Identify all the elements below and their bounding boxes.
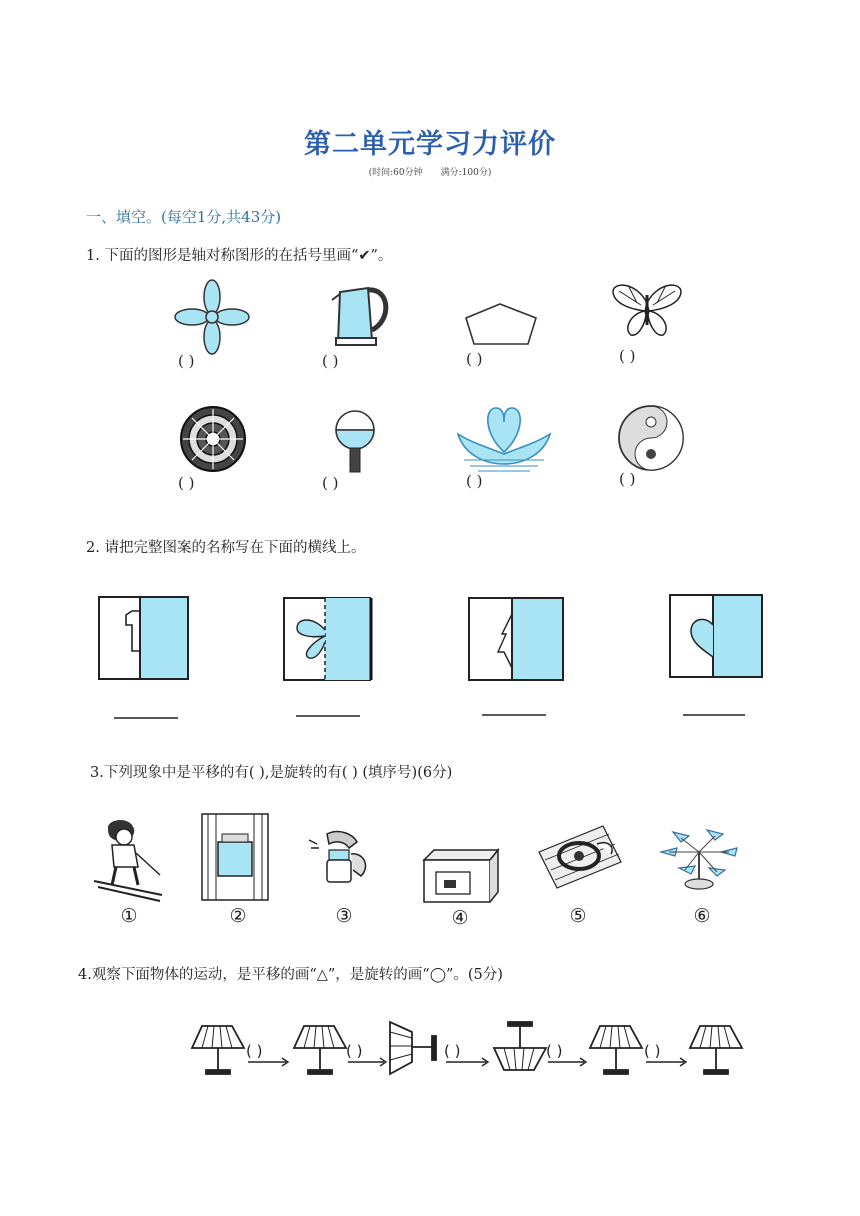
answer-paren-q4-4: ( ) [546, 1042, 563, 1060]
question-2: 2. 请把完整图案的名称写在下面的横线上。 [86, 540, 366, 556]
answer-paren-3[interactable]: ( ) [466, 350, 483, 368]
ping-pong-paddle-icon [330, 404, 380, 474]
answer-paren-6[interactable]: ( ) [322, 474, 339, 492]
drawer-icon [420, 846, 500, 906]
steering-wheel-icon [533, 822, 623, 892]
lamp-upside-down-icon [494, 1022, 546, 1070]
lamp-icon [192, 1026, 244, 1074]
answer-line-3[interactable] [482, 713, 552, 717]
yin-yang-icon [616, 403, 686, 473]
mandala-icon [178, 404, 248, 474]
half-heart-card [669, 593, 763, 679]
answer-paren-q4-2: ( ) [346, 1042, 363, 1060]
lamp-sideways-icon [390, 1022, 436, 1074]
answer-paren-q4-3: ( ) [444, 1042, 461, 1060]
question-3: 3.下列现象中是平移的有( ),是旋转的有( ) (填序号)(6分) [90, 765, 453, 781]
time-limit: (时间:60分钟 [368, 168, 423, 178]
butterfly-icon [607, 281, 687, 341]
item-label-3: ③ [335, 905, 353, 927]
item-label-6: ⑥ [693, 905, 711, 927]
carousel-planes-icon [655, 822, 745, 892]
swan-pair-icon [454, 404, 554, 474]
pentagon-icon [462, 300, 542, 350]
flower-icon [172, 277, 252, 357]
answer-line-2[interactable] [296, 714, 366, 718]
answer-paren-8[interactable]: ( ) [619, 470, 636, 488]
skier-icon [90, 815, 170, 901]
jar-lid-icon [305, 826, 375, 886]
answer-paren-5[interactable]: ( ) [178, 474, 195, 492]
answer-paren-1[interactable]: ( ) [178, 352, 195, 370]
answer-line-4[interactable] [683, 713, 753, 717]
section-heading: 一、填空。(每空1分,共43分) [86, 208, 282, 226]
item-labels [0, 902, 860, 932]
total-score: 满分:100分) [440, 168, 492, 178]
answer-paren-q4-5: ( ) [644, 1042, 661, 1060]
item-label-1: ① [120, 905, 138, 927]
lamp-icon [590, 1026, 642, 1074]
answer-paren-4[interactable]: ( ) [619, 347, 636, 365]
answer-paren-2[interactable]: ( ) [322, 352, 339, 370]
elevator-icon [200, 812, 270, 902]
page-title: 第二单元学习力评价 [304, 129, 556, 160]
item-label-5: ⑤ [569, 905, 587, 927]
question-1: 1. 下面的图形是轴对称图形的在括号里画“✔”。 [86, 248, 393, 264]
question-4: 4.观察下面物体的运动，是平移的画“△”，是旋转的画“◯”。(5分) [78, 967, 503, 983]
answer-line-1[interactable] [114, 716, 184, 720]
lamp-sequence [190, 1018, 790, 1088]
kettle-icon [328, 280, 398, 350]
lamp-icon [690, 1026, 742, 1074]
answer-paren-7[interactable]: ( ) [466, 472, 483, 490]
half-tree-card [468, 596, 564, 682]
half-shirt-card [98, 595, 190, 681]
answer-paren-q4-1: ( ) [246, 1042, 263, 1060]
item-label-4: ④ [451, 907, 469, 929]
item-label-2: ② [229, 905, 247, 927]
half-butterfly-card [283, 596, 375, 682]
exam-info [0, 165, 860, 178]
lamp-icon [294, 1026, 346, 1074]
